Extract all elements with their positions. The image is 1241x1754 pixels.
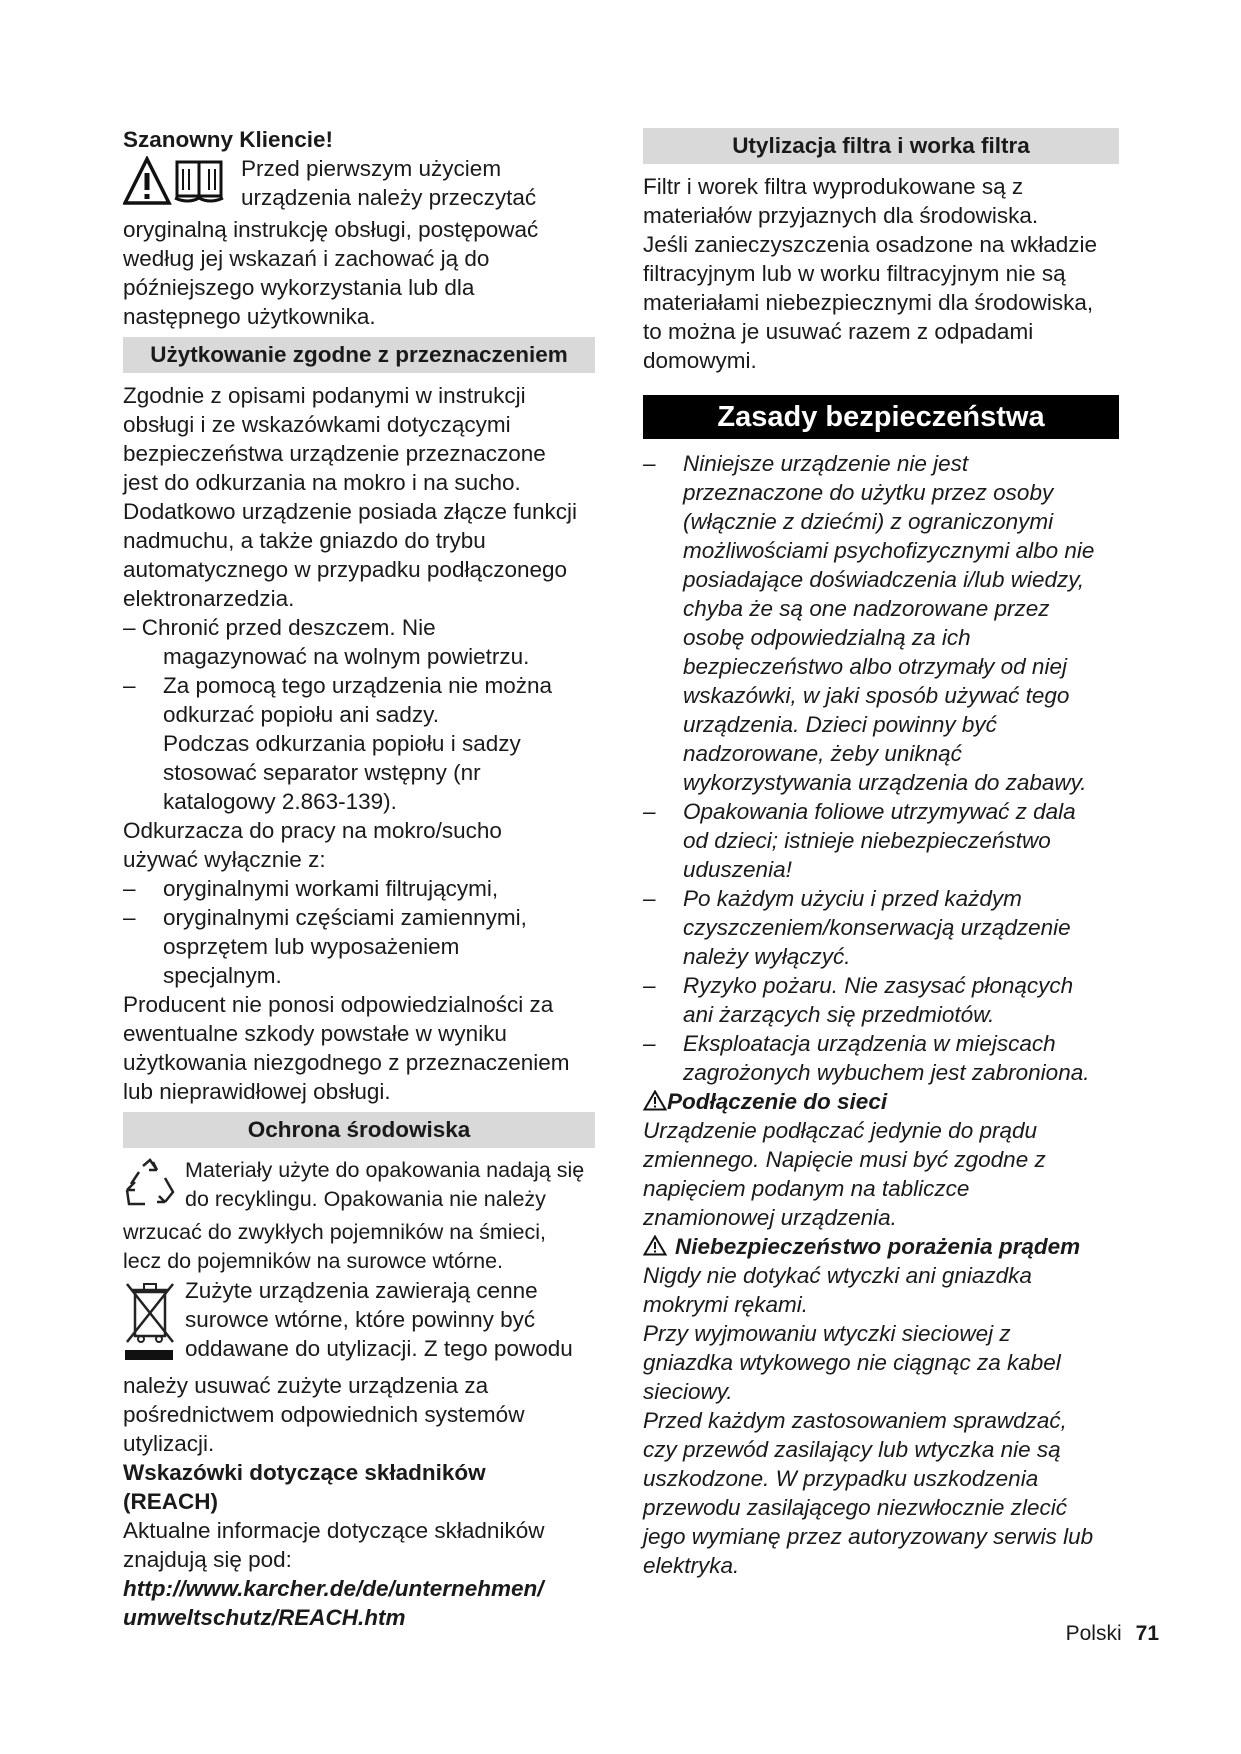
bullet-item <box>643 449 1119 797</box>
right-column <box>643 128 1119 1580</box>
text-line: należy wyłączyć. <box>683 944 851 969</box>
text-line: – Za pomocą tego urządzenia nie można <box>163 673 552 698</box>
text-line: automatycznego w przypadku podłączonego <box>123 557 568 582</box>
text-line: Zużyte urządzenia zawierają cenne <box>185 1278 538 1303</box>
recycling-icon <box>123 1158 177 1218</box>
text-line: – oryginalnymi workami filtrującymi, <box>163 876 499 901</box>
text-line: (włącznie z dziećmi) z ograniczonymi <box>683 509 1054 534</box>
text-line: stosować separator wstępny (nr <box>163 760 481 785</box>
text-line: odkurzać popiołu ani sadzy. <box>163 702 439 727</box>
section-header-environment: Ochrona środowiska <box>123 1112 595 1148</box>
text-line: – Ryzyko pożaru. Nie zasysać płonących <box>683 973 1074 998</box>
text-line: utylizacji. <box>123 1431 215 1456</box>
text-line: oddawane do utylizacji. Z tego powodu <box>185 1336 573 1361</box>
greeting: Szanowny Kliencie! <box>123 127 334 152</box>
text-line: Zgodnie z opisami podanymi w instrukcji <box>123 383 526 408</box>
text-line: Aktualne informacje dotyczące składników <box>123 1518 545 1543</box>
text-line: czy przewód zasilający lub wtyczka nie są <box>643 1437 1061 1462</box>
text-line: przewodu zasilającego niezwłocznie zlecić <box>643 1495 1067 1520</box>
text-line: nadmuchu, a także gniazdo do trybu <box>123 528 486 553</box>
text-line: do recyklingu. Opakowania nie należy <box>185 1187 546 1211</box>
power-heading <box>643 1087 1119 1116</box>
text-line: możliwościami psychofizycznymi albo nie <box>683 538 1095 563</box>
footer-language: Polski <box>1065 1622 1122 1645</box>
reach-heading: (REACH) <box>123 1489 218 1514</box>
text-line: urządzenia należy przeczytać <box>241 185 537 210</box>
page-footer <box>1066 1622 1159 1646</box>
weee-block <box>123 1276 595 1458</box>
bullet-item <box>123 903 595 990</box>
text-line: Jeśli zanieczyszczenia osadzone na wkładzie <box>643 232 1097 257</box>
text-line: elektryka. <box>643 1553 740 1578</box>
text-line: użytkowania niezgodnego z przeznaczeniem <box>123 1050 570 1075</box>
text-line: Filtr i worek filtra wyprodukowane są z <box>643 174 1024 199</box>
text-line: mokrymi rękami. <box>643 1292 809 1317</box>
warning-manual-icon <box>123 156 233 215</box>
text-line: chyba że są one nadzorowane przez <box>683 596 1050 621</box>
warning-icon <box>643 1090 667 1111</box>
text-line: osprzętem lub wyposażeniem <box>163 934 460 959</box>
text-line: znamionowej urządzenia. <box>643 1205 897 1230</box>
text-line: wykorzystywania urządzenia do zabawy. <box>683 770 1087 795</box>
bullet-item <box>643 971 1119 1029</box>
bullet-item <box>123 671 595 816</box>
text-line: Przy wyjmowaniu wtyczki sieciowej z <box>643 1321 1011 1346</box>
text-line: należy usuwać zużyte urządzenia za <box>123 1373 489 1398</box>
text-line: Dodatkowo urządzenie posiada złącze funkcji <box>123 499 578 524</box>
section-header-filter-disposal: Utylizacja filtra i worka filtra <box>643 128 1119 164</box>
text-line: filtracyjnym lub w worku filtracyjnym nie są <box>643 261 1066 286</box>
left-column <box>123 125 595 1632</box>
reach-link[interactable]: http://www.karcher.de/de/unternehmen/ <box>123 1576 544 1601</box>
recycling-block <box>123 1156 595 1276</box>
text-line: elektronarzedzia. <box>123 586 295 611</box>
shock-heading <box>643 1232 1119 1261</box>
text-line: pośrednictwem odpowiednich systemów <box>123 1402 525 1427</box>
text-line: gniazdka wtykowego nie ciągnąc za kabel <box>643 1350 1061 1375</box>
text-line: wskazówki, w jaki sposób używać tego <box>683 683 1070 708</box>
text-line: posiadające doświadczenia i/lub wiedzy, <box>683 567 1085 592</box>
text-line: surowce wtórne, które powinny być <box>185 1307 536 1332</box>
shock-heading-text: Niebezpieczeństwo porażenia prądem <box>675 1234 1081 1259</box>
text-line: Odkurzacza do pracy na mokro/sucho <box>123 818 502 843</box>
text-line: – Po każdym użyciu i przed każdym <box>683 886 1022 911</box>
text-line: czyszczeniem/konserwacją urządzenie <box>683 915 1071 940</box>
text-line: domowymi. <box>643 348 757 373</box>
text-line: sieciowy. <box>643 1379 733 1404</box>
text-line: uduszenia! <box>683 857 792 882</box>
text-line: oryginalną instrukcję obsługi, postępować <box>123 217 539 242</box>
text-line: – Opakowania foliowe utrzymywać z dala <box>683 799 1076 824</box>
text-line: urządzenia. Dzieci powinny być <box>683 712 997 737</box>
text-line: napięciem podanym na tabliczce <box>643 1176 970 1201</box>
text-line: bezpieczeństwo albo otrzymały od niej <box>683 654 1067 679</box>
bullet-item <box>643 1029 1119 1087</box>
text-line: ewentualne szkody powstałe w wyniku <box>123 1021 507 1046</box>
text-line: to można je usuwać razem z odpadami <box>643 319 1034 344</box>
bullet-item <box>643 884 1119 971</box>
text-line: materiałów przyjaznych dla środowiska. <box>643 203 1039 228</box>
text-line: materiałami niebezpiecznymi dla środowiska, <box>643 290 1094 315</box>
text-line: Przed każdym zastosowaniem sprawdzać, <box>643 1408 1067 1433</box>
text-line: specjalnym. <box>163 963 282 988</box>
text-line: zagrożonych wybuchem jest zabroniona. <box>683 1060 1090 1085</box>
text-line: katalogowy 2.863-139). <box>163 789 397 814</box>
text-line: jego wymianę przez autoryzowany serwis lub <box>643 1524 1094 1549</box>
text-line: zmiennego. Napięcie musi być zgodne z <box>643 1147 1046 1172</box>
text-line: lub nieprawidłowej obsługi. <box>123 1079 391 1104</box>
text-line: Przed pierwszym użyciem <box>241 156 502 181</box>
text-line: magazynować na wolnym powietrzu. <box>163 644 530 669</box>
safety-section-title: Zasady bezpieczeństwa <box>643 395 1119 439</box>
intro-block <box>123 154 595 331</box>
text-line: znajdują się pod: <box>123 1547 292 1572</box>
text-line: późniejszego wykorzystania lub dla <box>123 275 475 300</box>
text-line: według jej wskazań i zachować ją do <box>123 246 490 271</box>
text-line: – Niniejsze urządzenie nie jest <box>683 451 969 476</box>
crossed-bin-icon <box>123 1278 177 1371</box>
text-line: Materiały użyte do opakowania nadają się <box>185 1158 585 1182</box>
text-line: obsługi i ze wskazówkami dotyczącymi <box>123 412 511 437</box>
text-line: – oryginalnymi częściami zamiennymi, <box>163 905 527 930</box>
text-line: Podczas odkurzania popiołu i sadzy <box>163 731 521 756</box>
text-line: Nigdy nie dotykać wtyczki ani gniazdka <box>643 1263 1032 1288</box>
warning-icon <box>643 1235 667 1256</box>
text-line: uszkodzone. W przypadku uszkodzenia <box>643 1466 1039 1491</box>
text-line: – Eksploatacja urządzenia w miejscach <box>683 1031 1056 1056</box>
text-line: od dzieci; istnieje niebezpieczeństwo <box>683 828 1051 853</box>
text-line: przeznaczone do użytku przez osoby <box>683 480 1054 505</box>
text-line: ani żarzących się przedmiotów. <box>683 1002 995 1027</box>
text-line: osobę odpowiedzialną za ich <box>683 625 971 650</box>
power-heading-text: Podłączenie do sieci <box>667 1089 888 1114</box>
text-line: wrzucać do zwykłych pojemników na śmieci, <box>123 1220 546 1244</box>
bullet-item <box>123 874 595 903</box>
section-header-intended-use: Użytkowanie zgodne z przeznaczeniem <box>123 337 595 373</box>
reach-heading: Wskazówki dotyczące składników <box>123 1460 486 1485</box>
text-line: Urządzenie podłączać jedynie do prądu <box>643 1118 1038 1143</box>
bullet-item: – Chronić przed deszczem. Nie <box>123 615 436 640</box>
text-line: bezpieczeństwa urządzenie przeznaczone <box>123 441 546 466</box>
reach-link[interactable]: umweltschutz/REACH.htm <box>123 1605 406 1630</box>
text-line: lecz do pojemników na surowce wtórne. <box>123 1249 504 1273</box>
text-line: jest do odkurzania na mokro i na sucho. <box>123 470 521 495</box>
text-line: używać wyłącznie z: <box>123 847 326 872</box>
bullet-item <box>643 797 1119 884</box>
text-line: następnego użytkownika. <box>123 304 376 329</box>
page-number: 71 <box>1135 1622 1159 1645</box>
text-line: Producent nie ponosi odpowiedzialności za <box>123 992 554 1017</box>
text-line: nadzorowane, żeby uniknąć <box>683 741 962 766</box>
